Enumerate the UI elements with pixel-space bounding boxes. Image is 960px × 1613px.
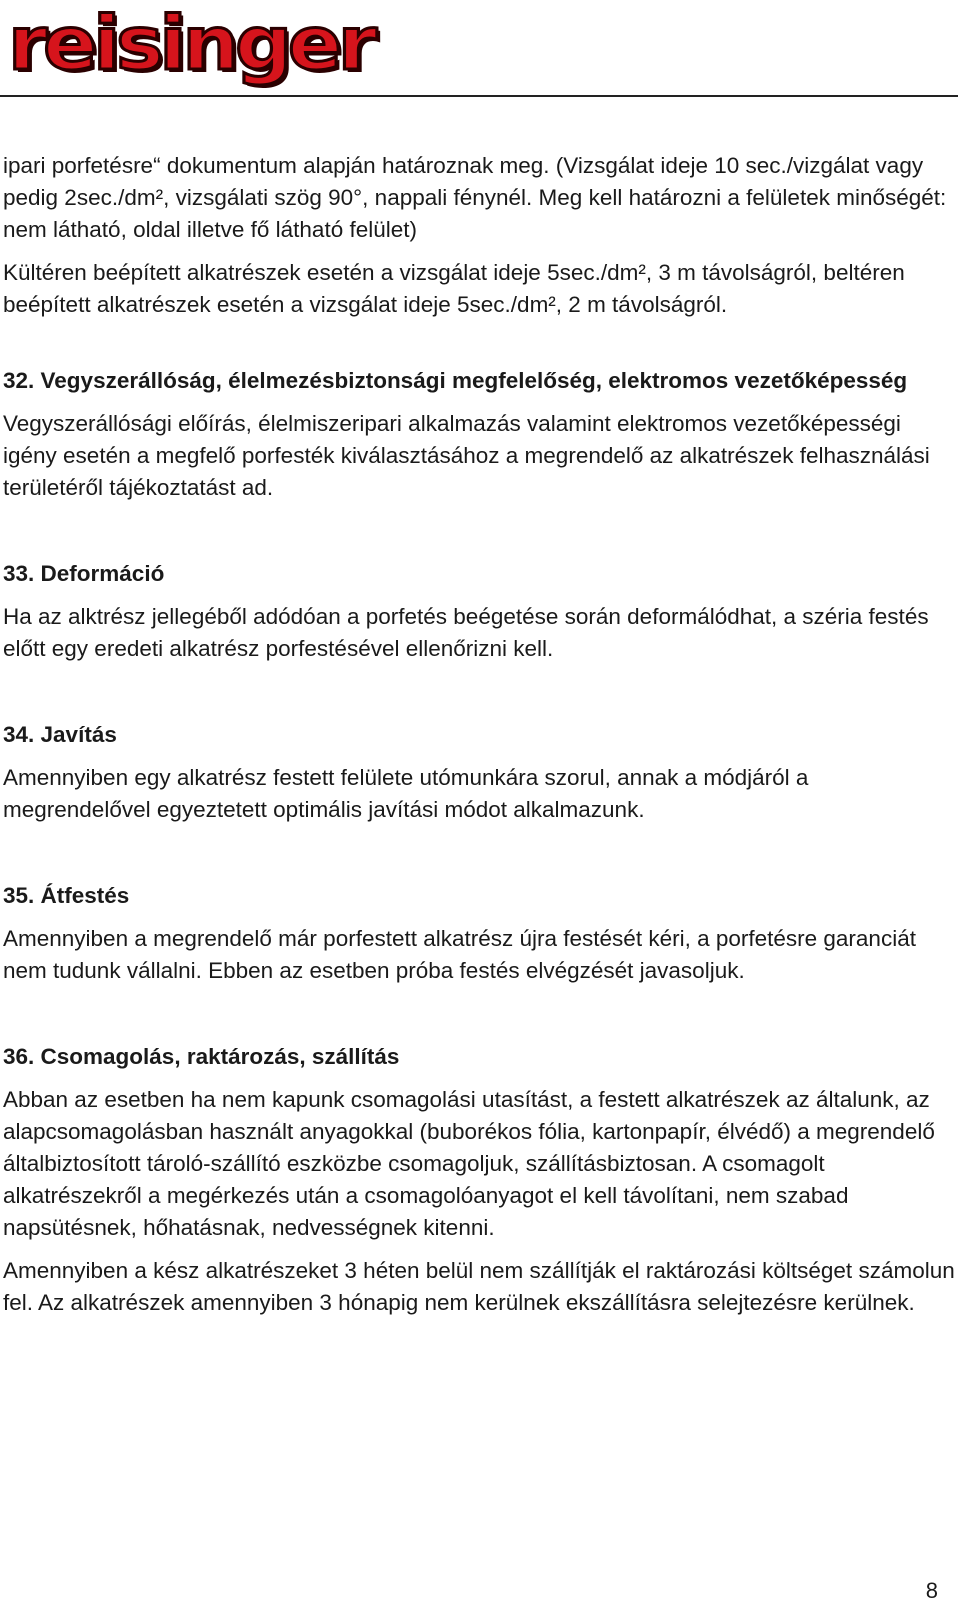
section-heading-35: 35. Átfestés [3,883,130,908]
company-logo: reisinger [8,1,373,87]
section-heading-32: 32. Vegyszerállóság, élelmezésbiztonsági megfelelőség, elektromos vezetőképesség [3,368,908,393]
page-number: 8 [925,1578,938,1603]
paragraph-inspection-distance: Kültéren beépített alkatrészek esetén a vizsgálat ideje 5sec./dm², 3 m távolságról, beltéren beépített alkatrészek esetén a vizsgálat ideje 5sec./dm², 2 m távolságról. [3,260,905,317]
paragraph-section-35: Amennyiben a megrendelő már porfestett alkatrész újra festését kéri, a porfetésre garanciát nem tudunk vállalni. Ebben az esetben próba festés elvégzését javasoljuk. [3,926,916,983]
section-heading-34: 34. Javítás [3,722,117,747]
paragraph-section-34: Amennyiben egy alkatrész festett felülete utómunkára szorul, annak a módjáról a megrendelővel egyeztetett optimális javítási módot alkalmazunk. [3,765,809,822]
header-divider [0,95,958,97]
section-heading-36: 36. Csomagolás, raktározás, szállítás [3,1044,400,1069]
paragraph-section-36-storage: Amennyiben a kész alkatrészeket 3 héten belül nem szállítják el raktározási költséget számolun fel. Az alkatrészek amennyiben 3 hónapig nem kerülnek ekszállításra selejtezésre kerülnek. [3,1258,955,1315]
paragraph-section-33: Ha az alktrész jellegéből adódóan a porfetés beégetése során deformálódhat, a széria festés előtt egy eredeti alkatrész porfestésével ellenőrizni kell. [3,604,929,661]
paragraph-inspection-conditions: ipari porfetésre“ dokumentum alapján határoznak meg. (Vizsgálat ideje 10 sec./vizgálat vagy pedig 2sec./dm², vizsgálati szög 90°, nappali fénynél. Meg kell határozni a felületek minőségét: nem látható, oldal illetve fő látható felület) [3,153,947,242]
document-body [3,150,955,1319]
paragraph-section-32: Vegyszerállósági előírás, élelmiszeripari alkalmazás valamint elektromos vezetőképességi igény esetén a megfelő porfesték kiválasztásához a megrendelő az alkatrészek felhasználási területéről tájékoztatást ad. [3,411,930,500]
page-header [0,0,960,96]
section-heading-33: 33. Deformáció [3,561,165,586]
paragraph-section-36-packaging: Abban az esetben ha nem kapunk csomagolási utasítást, a festett alkatrészek az általunk, az alapcsomagolásban használt anyagokkal (buborékos fólia, kartonpapír, élvédő) a megrendelő általbiztosított tároló-szállító eszközbe csomagoljuk, szállításbiztosan. A csomagolt alkatrészekről a megérkezés után a csomagolóanyagot el kell távolítani, nem szabad napsütésnek, hőhatásnak, nedvességnek kitenni. [3,1087,935,1240]
